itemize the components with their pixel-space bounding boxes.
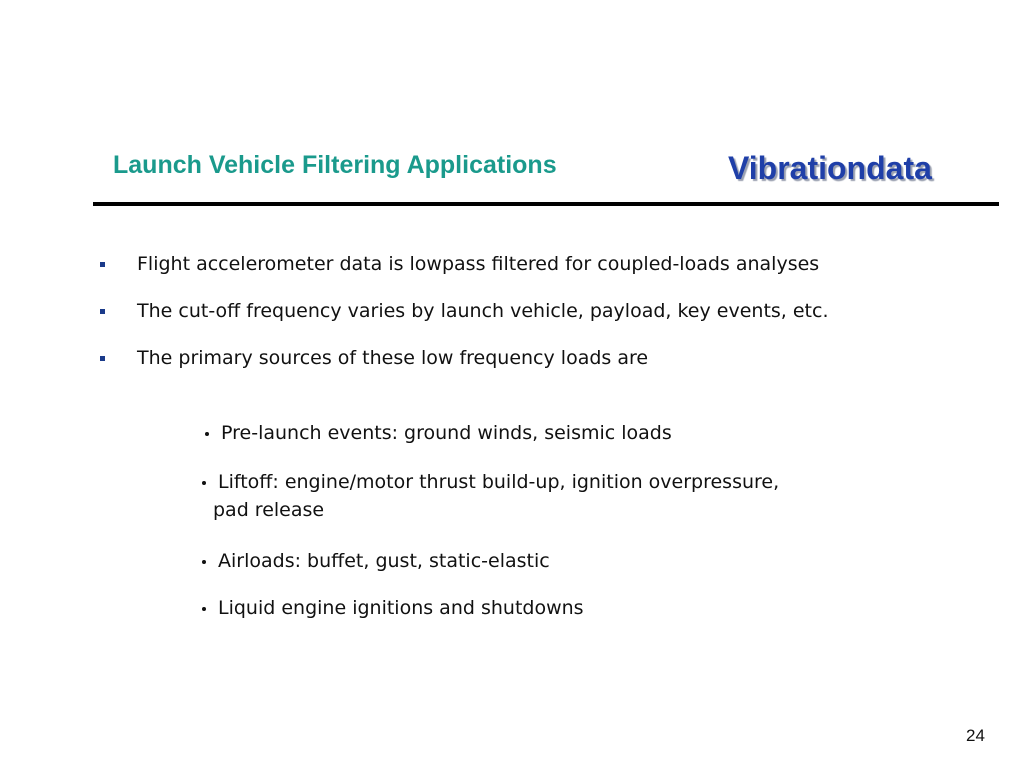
title-divider: [93, 202, 999, 206]
dot-bullet-icon: [202, 481, 206, 485]
page-number: 24: [966, 726, 985, 745]
brand-logo: Vibrationdata: [728, 150, 932, 186]
bullet-item: [137, 300, 829, 322]
dot-bullet-icon: [202, 607, 206, 611]
bullet-text: The primary sources of these low frequency loads are: [137, 347, 649, 369]
dot-bullet-icon: [205, 432, 209, 436]
sub-bullet-text: Airloads: buffet, gust, static-elastic: [218, 550, 550, 572]
sub-bullet-text: Liquid engine ignitions and shutdowns: [218, 597, 584, 619]
square-bullet-icon: [100, 262, 105, 267]
square-bullet-icon: [100, 309, 105, 314]
dot-bullet-icon: [202, 560, 206, 564]
bullet-text: The cut-off frequency varies by launch vehicle, payload, key events, etc.: [137, 300, 829, 322]
sub-bullet-text: Liftoff: engine/motor thrust build-up, ignition overpressure,: [218, 471, 780, 493]
sub-bullet-item: [218, 597, 584, 619]
sub-bullet-text-continuation: pad release: [213, 499, 325, 521]
bullet-item: [137, 347, 648, 369]
sub-bullet-item: [218, 550, 550, 572]
sub-bullet-item: [221, 422, 672, 444]
slide-title: Launch Vehicle Filtering Applications: [113, 151, 557, 179]
bullet-item: [137, 253, 819, 275]
sub-bullet-text: Pre-launch events: ground winds, seismic loads: [221, 422, 672, 444]
sub-bullet-item: [213, 471, 780, 521]
bullet-text: Flight accelerometer data is lowpass filtered for coupled-loads analyses: [137, 253, 820, 275]
square-bullet-icon: [100, 356, 105, 361]
